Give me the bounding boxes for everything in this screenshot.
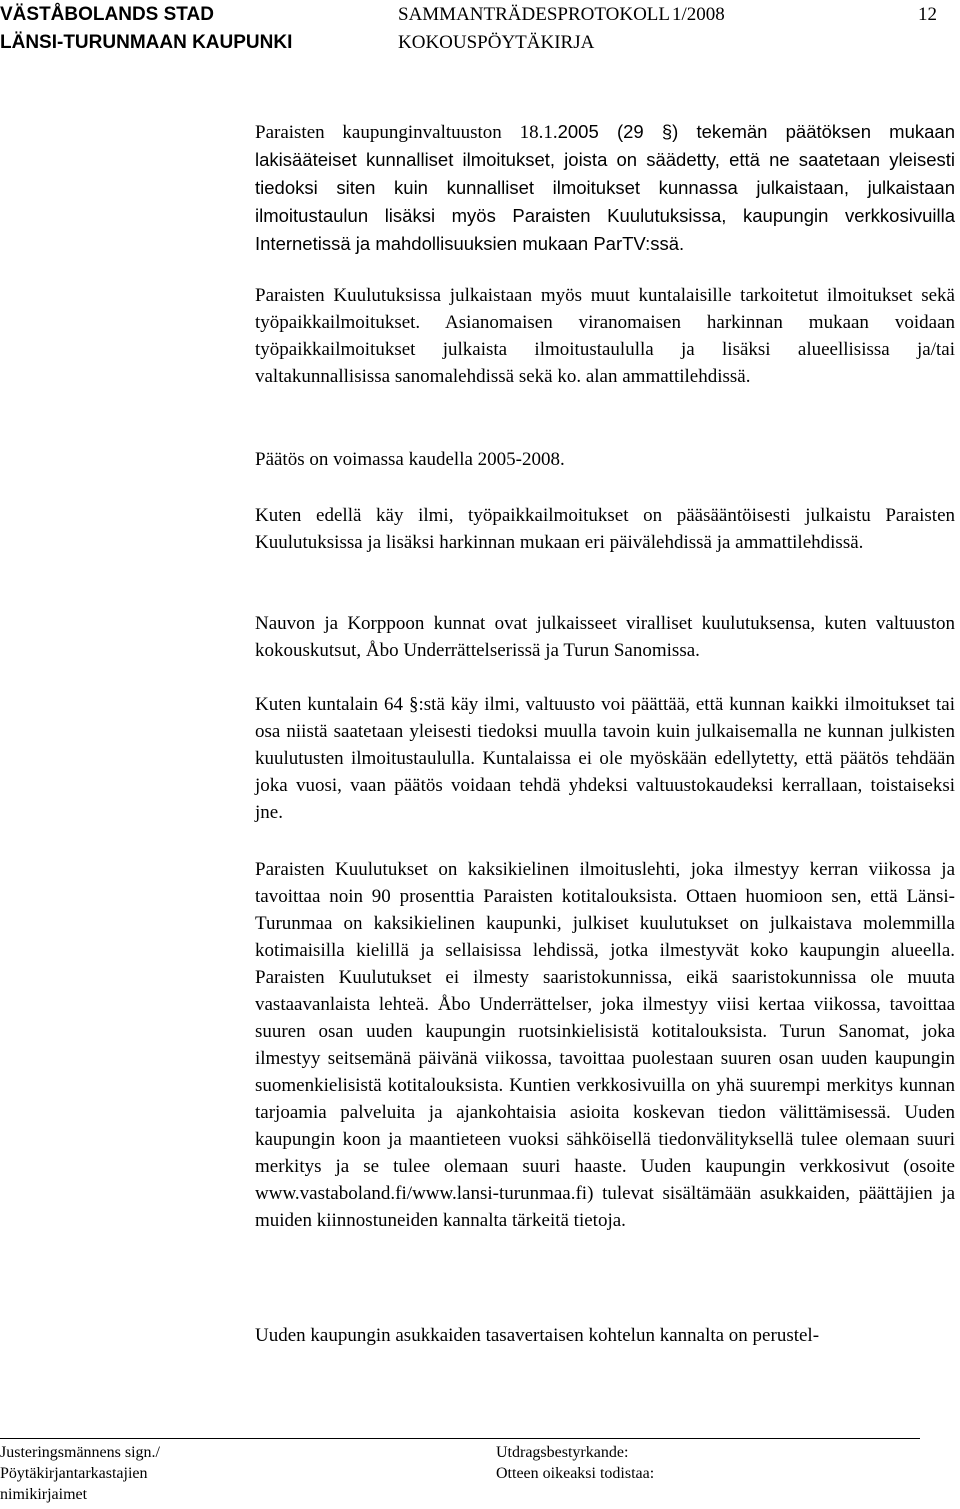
paragraph-1-text: 2005 (29 §) tekemän päätöksen mukaan lakisääteiset kunnalliset ilmoitukset, joista on säädetty, että ne saatetaan yleisesti tiedoksi siten kuin kunnalliset ilmoitukset kunnassa julkaistaan, julkaistaan ilmoitustaulun lisäksi myös Paraisten Kuulutuksissa, kaupungin verkkosivuilla Internetissä ja mahdollisuuksien mukaan ParTV:ssä. bbox=[255, 121, 955, 254]
paragraph-1-prefix: Paraisten kaupunginvaltuuston 18.1. bbox=[255, 122, 558, 143]
footer-certification-sv: Utdragsbestyrkande: bbox=[496, 1444, 629, 1461]
paragraph-7: Paraisten Kuulutukset on kaksikielinen ilmoituslehti, joka ilmestyy kerran viikossa ja tavoittaa noin 90 prosenttia Paraisten kotitalouksista. Ottaen huomioon sen, että Länsi-Turunmaa on kaksikielinen kaupunki, julkiset kuulutukset on julkaistava molemmilla kotimaisilla kielillä ja sellaisissa lehdissä, jotka ilmestyvät koko kaupungin alueella. Paraisten Kuulutukset ei ilmesty saaristokunnissa, eikä saaristokunnissa ole muuta vastaavanlaista lehteä. Åbo Underrättelser, joka ilmestyy viisi kertaa viikossa, tavoittaa suuren osan uuden kaupungin ruotsinkielisistä kotitalouksista. Turun Sanomat, joka ilmestyy seitsemänä päivänä viikossa, tavoittaa puolestaan suuren osan uuden kaupungin suomenkielisistä kotitalouksista. Kuntien verkkosivuilla on yhä suurempi merkitys kunnan tarjoamia palveluita ja ajankohtaisia asioita koskevan tiedon välittämisessä. Uuden kaupungin koon ja maantieteen vuoksi sähköisellä tiedonvälityksellä tulee olemaan suuri merkitys ja se tulee olemaan suuri haaste. Uuden kaupungin verkkosivut (osoite www.vastaboland.fi/www.lansi-turunmaa.fi) tulevat sisältämään asukkaiden, päättäjien ja muiden kiinnostuneiden kannalta tärkeitä tietoja. bbox=[255, 859, 955, 1231]
paragraph-5: Nauvon ja Korppoon kunnat ovat julkaisseet viralliset kuulutuksensa, kuten valtuuston kokouskutsut, Åbo Underrättelserissä ja Turun Sanomissa. bbox=[255, 613, 955, 661]
org-name-swedish: VÄSTÅBOLANDS STAD bbox=[0, 4, 214, 25]
paragraph-8: Uuden kaupungin asukkaiden tasavertaisen kohtelun kannalta on perustel- bbox=[255, 1325, 820, 1346]
paragraph-2: Paraisten Kuulutuksissa julkaistaan myös muut kuntalaisille tarkoitetut ilmoitukset sekä työpaikkailmoitukset. Asianomaisen viranomaisen harkinnan mukaan voidaan työpaikkailmoitukset julkaista ilmoitustaululla ja lisäksi alueellisissa ja/tai valtakunnallisissa sanomalehdissä sekä ko. alan ammattilehdissä. bbox=[255, 285, 955, 387]
doc-type-finnish: KOKOUSPÖYTÄKIRJA bbox=[398, 32, 595, 53]
org-name-finnish: LÄNSI-TURUNMAAN KAUPUNKI bbox=[0, 32, 293, 53]
paragraph-3: Päätös on voimassa kaudella 2005-2008. bbox=[255, 449, 565, 470]
footer-divider bbox=[0, 1438, 920, 1439]
paragraph-1 bbox=[255, 118, 955, 258]
footer-signature-label-fi: Pöytäkirjantarkastajien bbox=[0, 1465, 148, 1482]
paragraph-6: Kuten kuntalain 64 §:stä käy ilmi, valtuusto voi päättää, että kunnan kaikki ilmoitukset tai osa niistä saatetaan yleisesti tiedoksi muulla tavoin kuin julkaisemalla ne kunnan julkisten kuulutusten ilmoitustaululla. Kuntalaissa ei ole myöskään edellytetty, että päätös tehdään joka vuosi, vaan päätös voidaan tehdä yhdeksi valtuustokaudeksi kerrallaan, toistaiseksi jne. bbox=[255, 694, 955, 823]
page-number: 12 bbox=[918, 4, 937, 25]
doc-type-swedish: SAMMANTRÄDESPROTOKOLL bbox=[398, 4, 671, 25]
footer-signature-label-sv: Justeringsmännens sign./ bbox=[0, 1444, 160, 1461]
footer-signature-label-fi-2: nimikirjaimet bbox=[0, 1486, 88, 1503]
protocol-number: 1/2008 bbox=[672, 4, 725, 25]
paragraph-4: Kuten edellä käy ilmi, työpaikkailmoitukset on pääsääntöisesti julkaistu Paraisten Kuulutuksissa ja lisäksi harkinnan mukaan eri päivälehdissä ja ammattilehdissä. bbox=[255, 505, 955, 553]
footer-certification-fi: Otteen oikeaksi todistaa: bbox=[496, 1465, 655, 1482]
